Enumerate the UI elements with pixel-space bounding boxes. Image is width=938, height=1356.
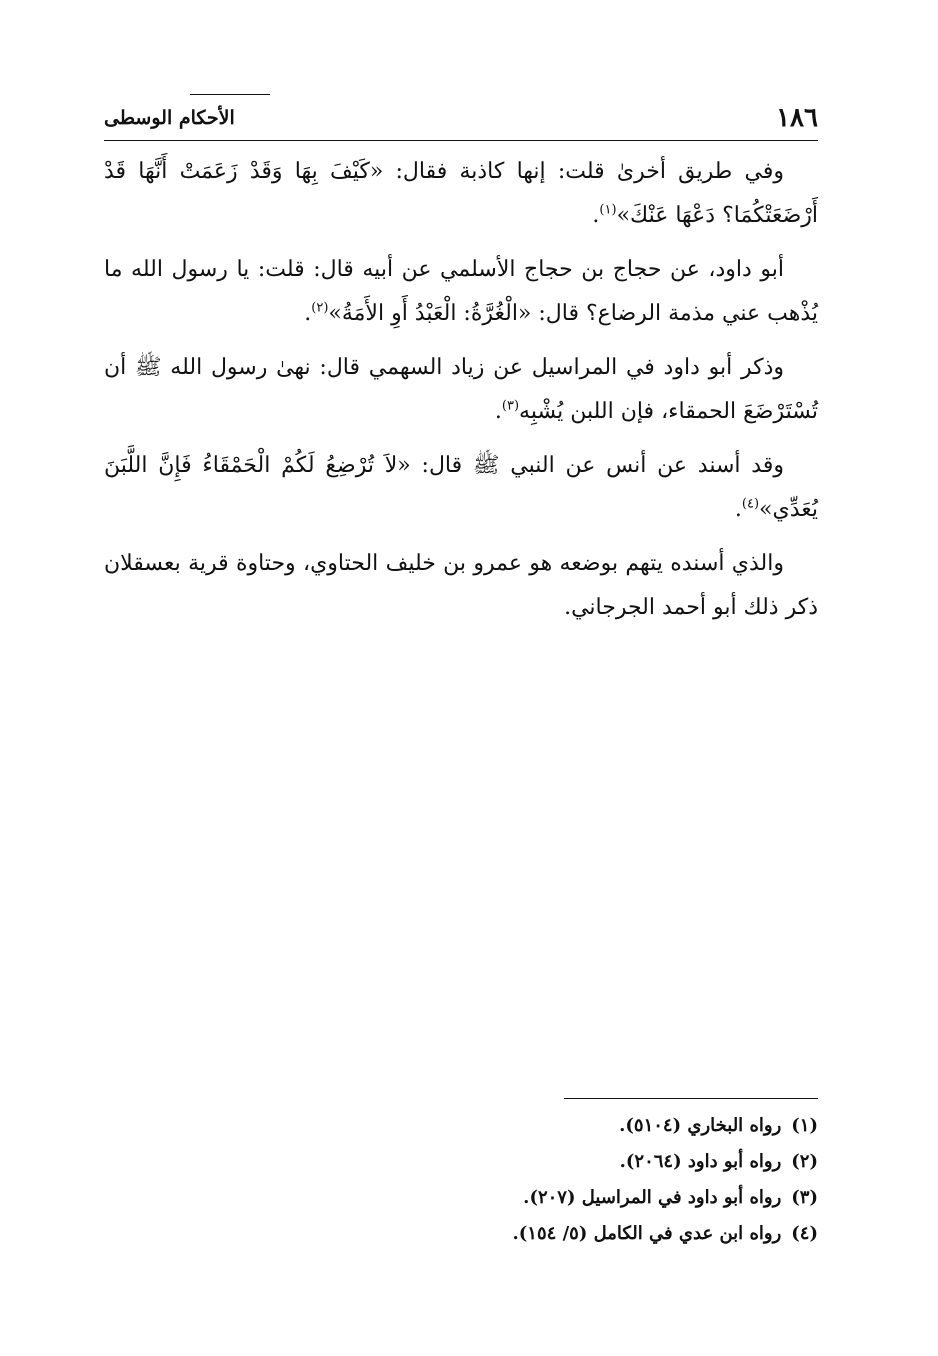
page-header: [104, 100, 818, 140]
footnote-ref-2: (٢): [311, 300, 329, 316]
header-divider: [104, 140, 818, 141]
main-text: [104, 150, 818, 640]
running-title: الأحكام الوسطى: [104, 107, 235, 129]
footnote-ref-1: (١): [599, 202, 617, 218]
paragraph-3: وذكر أبو داود في المراسيل عن زياد السهمي قال: نهىٰ رسول الله ﷺ أن تُسْتَرْضَعَ الحمقاء، فإن اللبن يُشْبِه$^{(٣)}$.: [104, 355, 818, 424]
header-accent-line: [190, 94, 270, 95]
footnote-2: [104, 1144, 818, 1180]
footnote-number: (٣): [791, 1187, 818, 1208]
footnotes: [104, 1108, 818, 1252]
footnote-4: [104, 1216, 818, 1252]
footnote-3: [104, 1180, 818, 1216]
footnote-text: رواه البخاري (٥١٠٤).: [619, 1115, 782, 1136]
footnote-number: (١): [791, 1115, 818, 1136]
page-number: ١٨٦: [776, 103, 818, 133]
footnote-text: رواه ابن عدي في الكامل (٥/ ١٥٤).: [512, 1223, 782, 1244]
footnote-text: رواه أبو داود (٢٠٦٤).: [619, 1151, 782, 1172]
footnote-ref-3: (٣): [501, 398, 520, 414]
footnote-number: (٢): [791, 1151, 818, 1172]
footnote-number: (٤): [791, 1223, 818, 1244]
paragraph-2: أبو داود، عن حجاج بن حجاج الأسلمي عن أبيه قال: قلت: يا رسول الله ما يُذْهب عني مذمة الرضاع؟ قال: «الْغُرَّةُ: الْعَبْدُ أَوِ الأَمَةُ»$^{(٢)}$.: [104, 257, 818, 326]
footnote-1: [104, 1108, 818, 1144]
footnote-ref-4: (٤): [741, 496, 760, 512]
footnote-divider: [564, 1098, 818, 1099]
paragraph-5: والذي أسنده يتهم بوضعه هو عمرو بن خليف الحتاوي، وحتاوة قرية بعسقلان ذكر ذلك أبو أحمد الجرجاني.: [104, 551, 818, 620]
footnote-text: رواه أبو داود في المراسيل (٢٠٧).: [523, 1187, 782, 1208]
paragraph-1: وفي طريق أخرىٰ قلت: إنها كاذبة فقال: «كَيْفَ بِهَا وَقَدْ زَعَمَتْ أَنَّهَا قَدْ أَرْضَعَتْكُمَا؟ دَعْهَا عَنْكَ»$^{(١)}$.: [104, 159, 818, 228]
paragraph-4: وقد أسند عن أنس عن النبي ﷺ قال: «لاَ تُرْضِعُ لَكُمْ الْحَمْقَاءُ فَإِنَّ اللَّبَنَ يُعَدِّي»$^{(٤)}$.: [104, 453, 818, 522]
